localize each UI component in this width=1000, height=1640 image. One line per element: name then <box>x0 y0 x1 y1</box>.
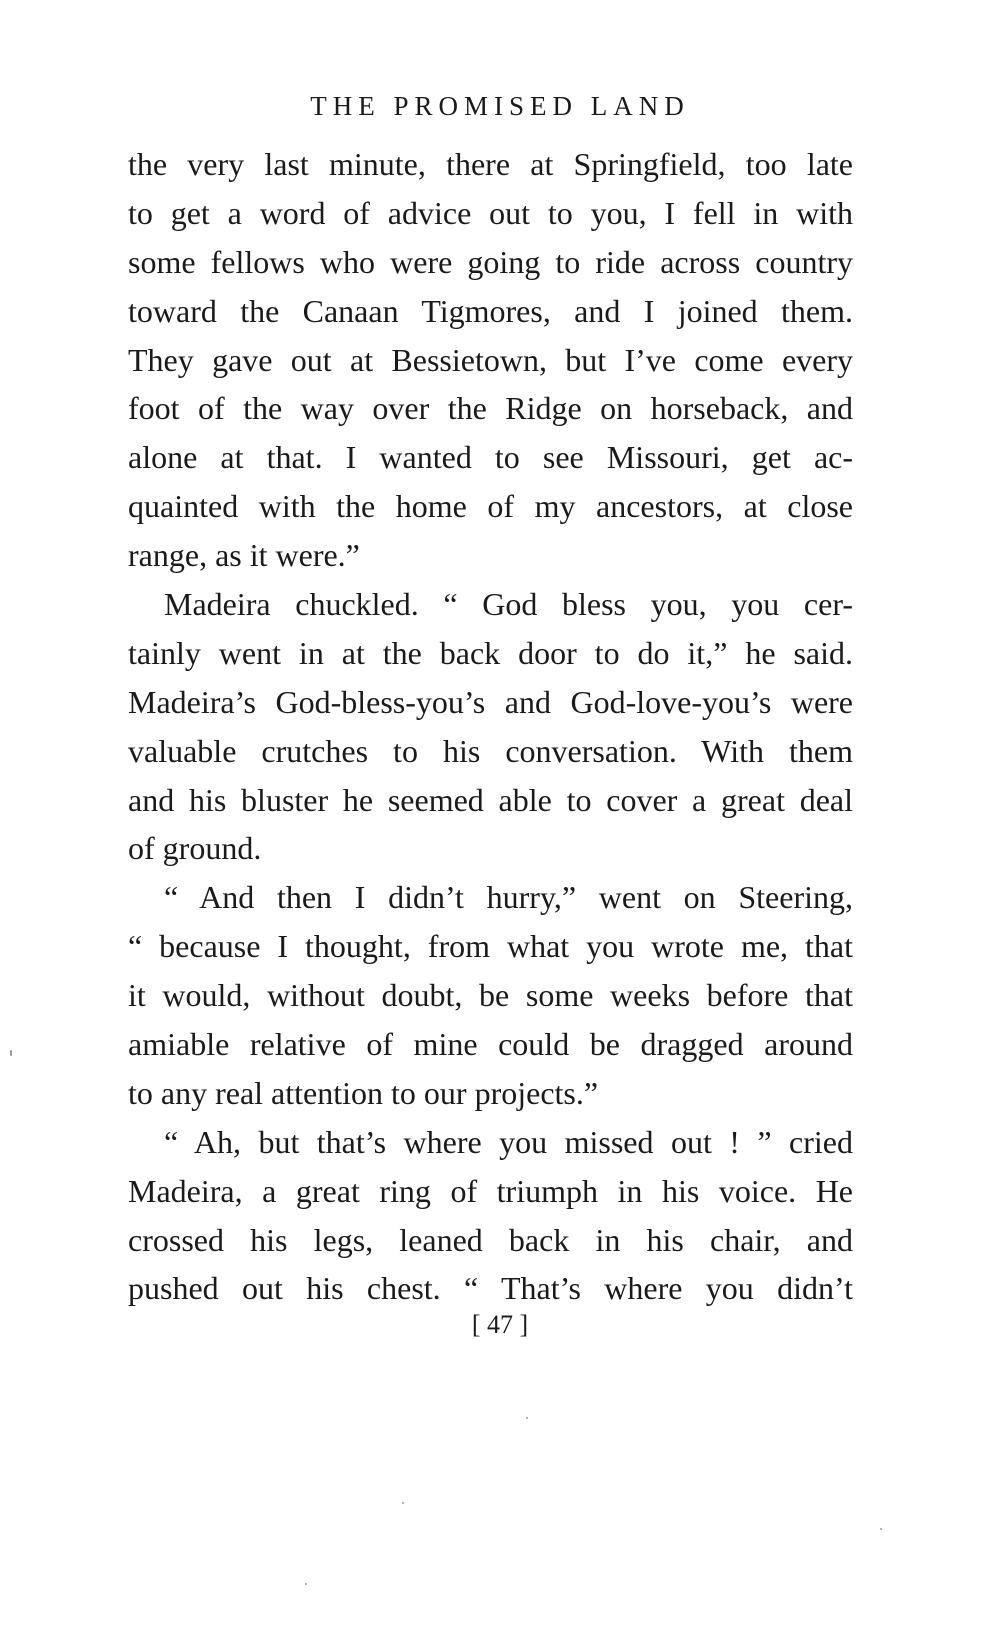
text-line: of ground. <box>128 830 262 867</box>
text-line: Madeira chuckled. “ God bless you, you cer- <box>164 586 853 623</box>
text-line: Madeira, a great ring of triumph in his voice. He <box>128 1172 853 1209</box>
text-line: and his bluster he seemed able to cover a great deal <box>128 781 853 818</box>
scan-speck <box>10 1050 12 1056</box>
text-line: to get a word of advice out to you, I fell in with <box>128 194 853 231</box>
body-text <box>128 140 853 1313</box>
text-line: it would, without doubt, be some weeks before that <box>128 977 853 1014</box>
text-line: “ And then I didn’t hurry,” went on Steering, <box>164 879 853 916</box>
text-line: Madeira’s God-bless-you’s and God-love-you’s were <box>128 683 853 720</box>
text-line: alone at that. I wanted to see Missouri, get ac- <box>128 439 853 476</box>
text-line: “ because I thought, from what you wrote me, that <box>128 928 853 965</box>
text-line: toward the Canaan Tigmores, and I joined them. <box>128 292 853 329</box>
text-line: amiable relative of mine could be dragged around <box>128 1026 853 1063</box>
running-head: THE PROMISED LAND <box>310 91 690 121</box>
text-line: to any real attention to our projects.” <box>128 1074 599 1111</box>
text-line: some fellows who were going to ride across country <box>128 243 853 280</box>
text-line: range, as it were.” <box>128 537 360 574</box>
paragraph-1 <box>128 140 853 580</box>
scan-speck <box>880 1528 882 1530</box>
text-line: crossed his legs, leaned back in his chair, and <box>128 1221 853 1258</box>
paragraph-3 <box>128 873 853 1117</box>
text-line: “ Ah, but that’s where you missed out ! ” cried <box>164 1123 853 1160</box>
text-line: tainly went in at the back door to do it,” he said. <box>128 634 853 671</box>
paragraph-4 <box>128 1118 853 1314</box>
page-number: [ 47 ] <box>471 1310 529 1339</box>
scan-speck <box>305 1583 307 1585</box>
text-line: pushed out his chest. “ That’s where you didn’t <box>128 1270 853 1307</box>
paragraph-2 <box>128 580 853 873</box>
text-line: foot of the way over the Ridge on horseback, and <box>128 390 853 427</box>
scan-speck <box>526 1417 528 1419</box>
text-line: valuable crutches to his conversation. With them <box>128 732 853 769</box>
text-line: quainted with the home of my ancestors, at close <box>128 488 853 525</box>
text-line: the very last minute, there at Springfield, too late <box>128 146 853 182</box>
scan-speck <box>402 1502 404 1504</box>
text-line: They gave out at Bessietown, but I’ve come every <box>128 341 853 378</box>
